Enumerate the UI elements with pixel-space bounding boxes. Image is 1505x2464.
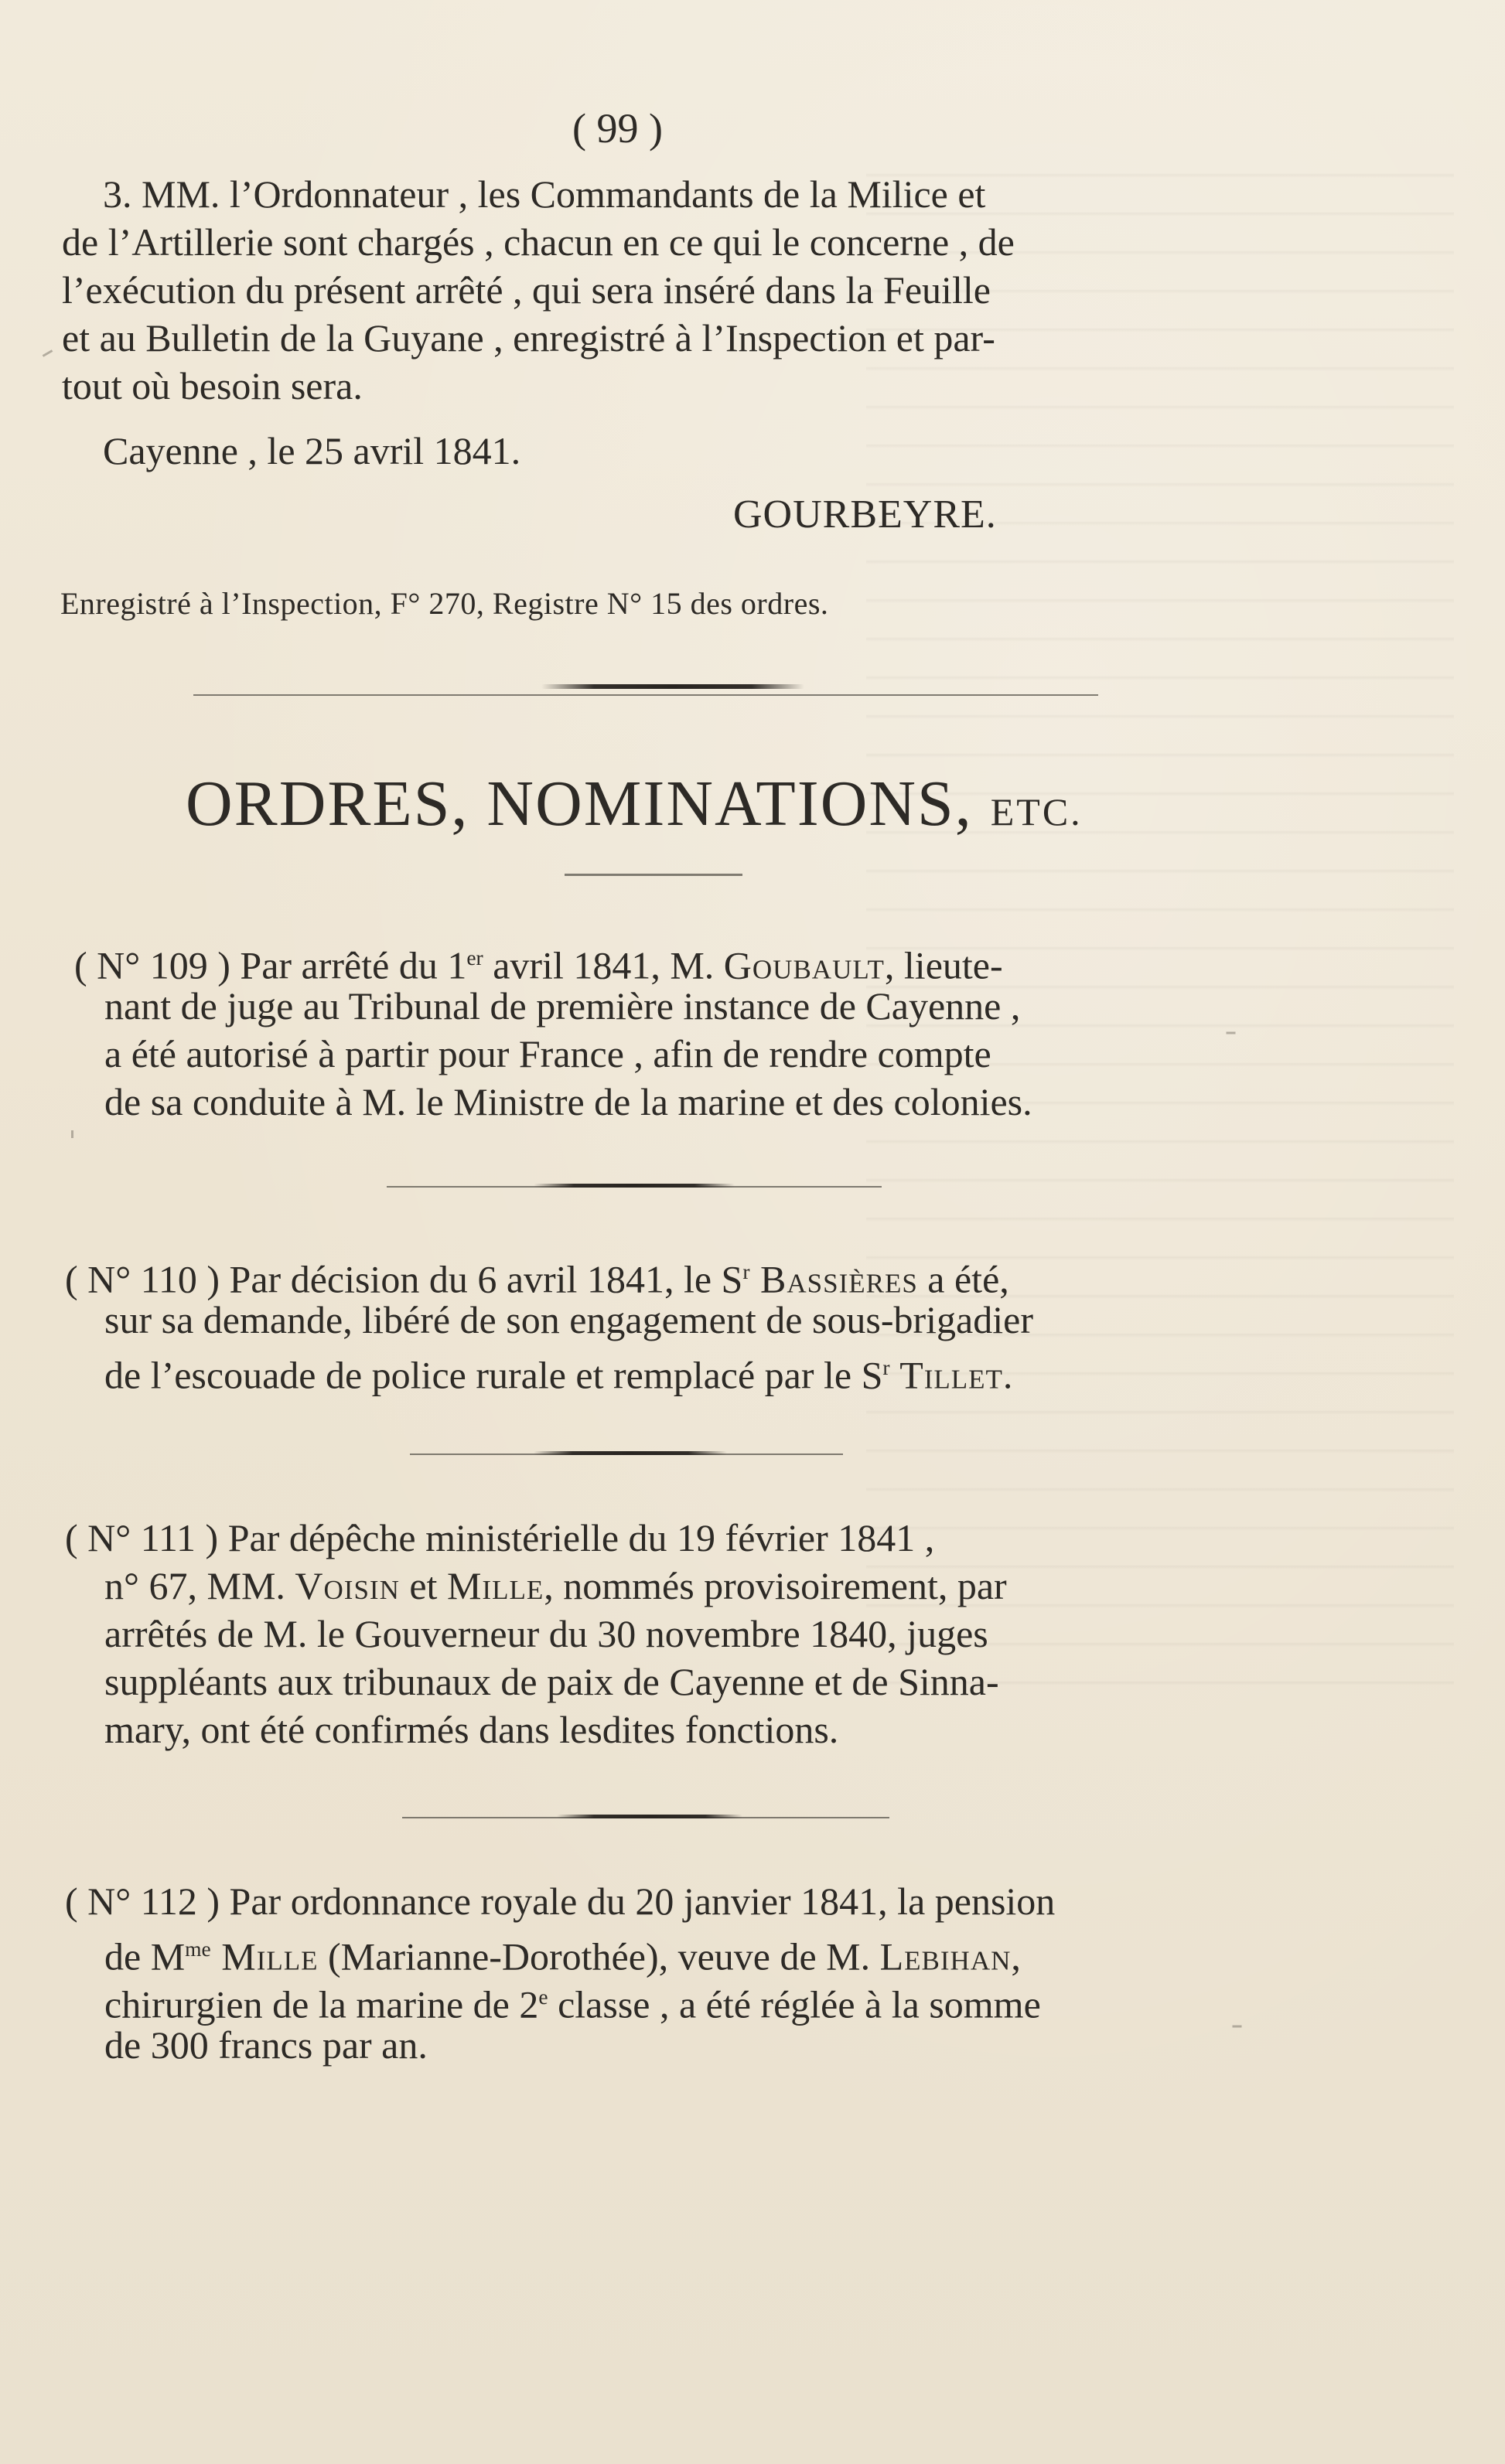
entry-110-end: a été, — [917, 1257, 1009, 1301]
entry-110-line-3 — [104, 1344, 1012, 1399]
entry-109-date: avril 1841, M. — [483, 943, 724, 987]
margin-mark — [71, 1130, 73, 1138]
article-line-2: de l’Artillerie sont chargés , chacun en ce qui le concerne , de — [62, 220, 1015, 264]
section-title-etc: ETC. — [990, 790, 1083, 833]
article-line-3: l’exécution du présent arrêté , qui sera inséré dans la Feuille — [62, 268, 991, 312]
separator-rule-2-bold — [534, 1451, 727, 1455]
entry-112-line-2 — [104, 1925, 1021, 1981]
entry-112-line-3-end: classe , a été réglée à la somme — [548, 1982, 1041, 2026]
page-number: ( 99 ) — [572, 105, 663, 152]
entry-112-line-2-start: de M — [104, 1934, 186, 1978]
article-line-4: et au Bulletin de la Guyane , enregistré à l’Inspection et par- — [62, 316, 995, 360]
entry-111-line-2-end: , nommés provisoirement, par — [544, 1564, 1007, 1607]
name-bassieres: Bassières — [749, 1257, 918, 1301]
entry-110-line-1 — [65, 1248, 1009, 1304]
entry-111-line-1: ( N° 111 ) Par dépêche ministérielle du 19 février 1841 , — [65, 1516, 935, 1559]
name-goubault: Goubault — [723, 943, 885, 987]
entry-109-line-1 — [74, 934, 1003, 990]
register-note: Enregistré à l’Inspection, F° 270, Registre N° 15 des ordres. — [60, 586, 829, 621]
name-mille: Mille — [446, 1564, 544, 1607]
separator-rule-3-bold — [557, 1815, 742, 1818]
article-line-1: 3. MM. l’Ordonnateur , les Commandants de la Milice et — [103, 172, 986, 216]
entry-111-line-5: mary, ont été confirmés dans lesdites fonctions. — [104, 1708, 839, 1751]
entry-110-line-3-end: . — [1002, 1353, 1013, 1397]
superscript-r: r — [742, 1259, 750, 1283]
entry-111-line-2-start: n° 67, MM. — [104, 1564, 295, 1607]
name-tillet: Tillet — [889, 1353, 1003, 1397]
entry-111-line-3: arrêtés de M. le Gouverneur du 30 novembre 1840, juges — [104, 1612, 988, 1655]
separator-rule-1-bold — [534, 1184, 735, 1188]
section-rule-thin — [193, 694, 1098, 696]
entry-109-intro: ( N° 109 ) Par arrêté du 1 — [74, 943, 467, 987]
entry-111-line-4: suppléants aux tribunaux de paix de Cayenne et de Sinna- — [104, 1660, 999, 1703]
signature: GOURBEYRE. — [733, 492, 997, 537]
entry-110-intro: ( N° 110 ) Par décision du 6 avril 1841, le S — [65, 1257, 743, 1301]
article-line-5: tout où besoin sera. — [62, 364, 363, 407]
entry-110-line-2: sur sa demande, libéré de son engagement de sous-brigadier — [104, 1298, 1033, 1341]
entry-109-end: , lieute- — [884, 943, 1003, 987]
margin-mark — [1233, 2026, 1242, 2028]
entry-111-line-2-and: et — [399, 1564, 447, 1607]
entry-110-line-3-text: de l’escouade de police rurale et remplacé par le S — [104, 1353, 883, 1397]
title-underline — [565, 874, 742, 876]
entry-112-line-3 — [104, 1973, 1041, 2029]
name-lebihan: Lebihan — [879, 1934, 1012, 1978]
bleed-through-texture — [866, 139, 1454, 1685]
section-title — [186, 765, 1083, 850]
date-line: Cayenne , le 25 avril 1841. — [103, 429, 521, 472]
entry-112-line-3-start: chirurgien de la marine de 2 — [104, 1982, 539, 2026]
superscript-e: e — [538, 1985, 548, 2009]
entry-109-line-2: nant de juge au Tribunal de première instance de Cayenne , — [104, 984, 1021, 1028]
superscript-er: er — [466, 946, 483, 970]
superscript-r: r — [882, 1355, 890, 1379]
margin-mark — [1227, 1032, 1236, 1034]
name-mille: Mille — [210, 1934, 319, 1978]
entry-112-line-2-end: , — [1011, 1934, 1021, 1978]
entry-112-line-1: ( N° 112 ) Par ordonnance royale du 20 janvier 1841, la pension — [65, 1880, 1056, 1923]
superscript-me: me — [185, 1937, 211, 1961]
name-voisin: Voisin — [295, 1564, 400, 1607]
entry-112-line-4: de 300 francs par an. — [104, 2023, 428, 2067]
entry-109-line-3: a été autorisé à partir pour France , afin de rendre compte — [104, 1032, 991, 1075]
entry-111-line-2 — [104, 1562, 1007, 1610]
margin-mark — [43, 349, 53, 357]
section-rule-bold — [541, 684, 804, 689]
entry-109-line-4: de sa conduite à M. le Ministre de la marine et des colonies. — [104, 1080, 1032, 1123]
entry-112-line-2-mid: (Marianne-Dorothée), veuve de M. — [318, 1934, 880, 1978]
section-title-main: ORDRES, NOMINATIONS, — [186, 768, 973, 840]
